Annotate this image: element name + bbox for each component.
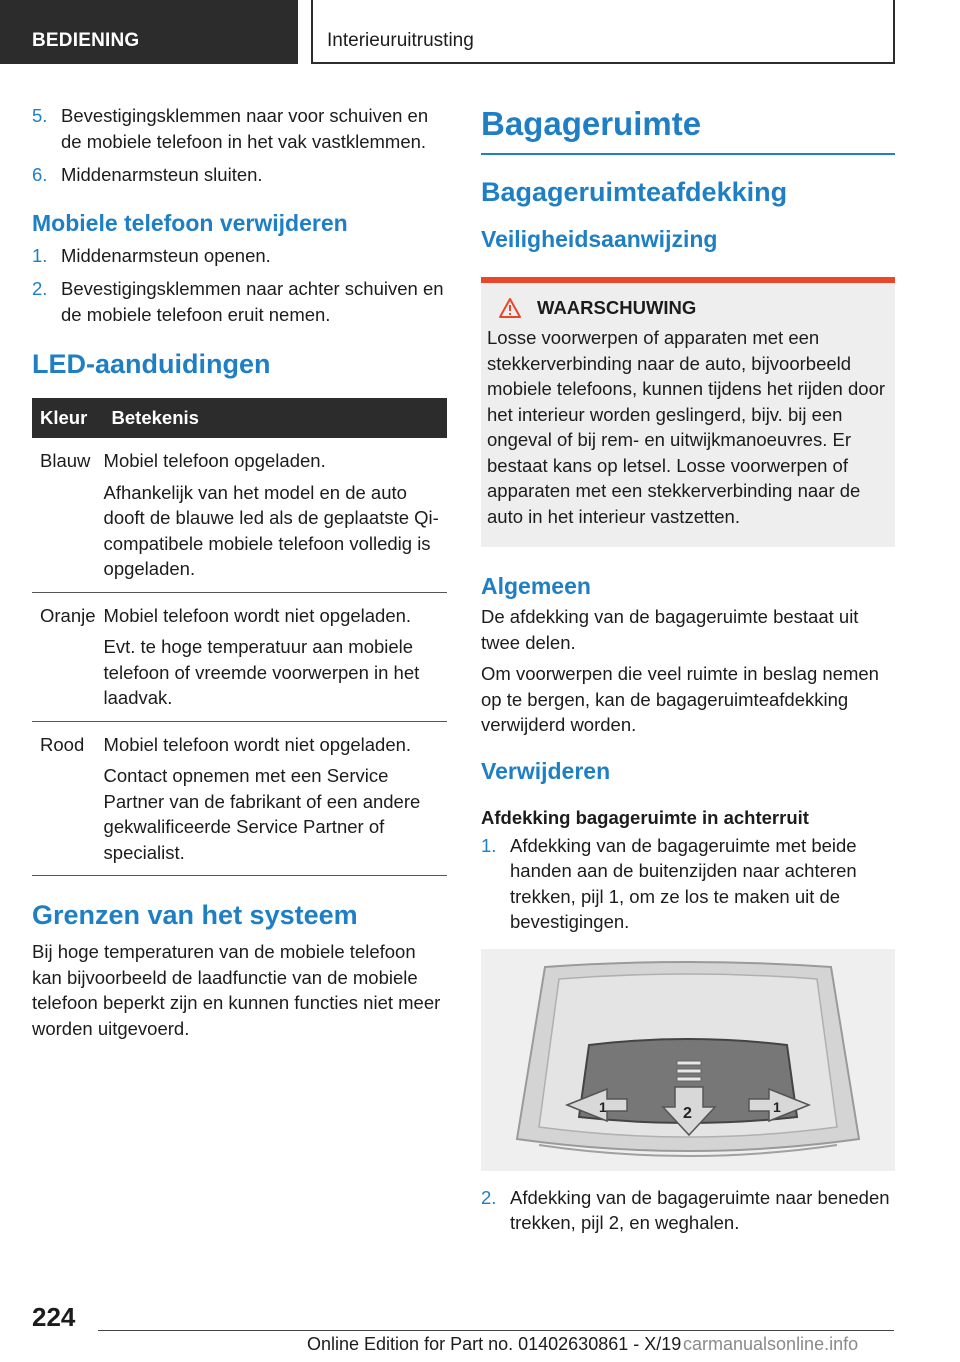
step-number: 1. — [481, 834, 497, 856]
led-meaning-line: Mobiel telefoon wordt niet opgeladen. — [103, 733, 412, 755]
step-text: Afdekking van de bagageruimte naar beneden trekken, pijl 2, en weghalen. — [510, 1186, 890, 1233]
general-paragraph-1: De afdekking van de bagageruimte bestaat uit twee delen. — [481, 606, 859, 653]
arrow-down-label: 2 — [683, 1104, 692, 1122]
footer-edition: Online Edition for Part no. 01402630861 - X/19 — [307, 1334, 682, 1354]
step-item — [32, 243, 447, 269]
step-text: Bevestigingsklemmen naar achter schuiven en de mobiele telefoon eruit nemen. — [61, 278, 444, 325]
left-column — [32, 103, 447, 1047]
safety-heading: Veiligheidsaanwijzing — [481, 226, 718, 252]
general-heading: Algemeen — [481, 573, 591, 599]
warning-text: Losse voorwerpen of apparaten met een stekkerverbinding naar de auto, bijvoorbeeld mobiele telefoons, kunnen tijdens het rijden door het interieur worden geslingerd, bijv. bij een ongeval of bij rem- en uitwijkmanoeuvres. Er bestaat kans op letsel. Losse voorwerpen of apparaten met een stekkerverbinding naar de auto in het interieur vastzetten. — [487, 327, 886, 527]
step-number: 2. — [481, 1186, 497, 1208]
column-header-meaning: Betekenis — [104, 398, 447, 438]
arrow-left-label: 1 — [599, 1098, 607, 1115]
led-meaning-cell — [104, 721, 447, 876]
step-text: Middenarmsteun sluiten. — [61, 164, 263, 185]
right-column — [481, 103, 895, 1236]
step-text: Middenarmsteun openen. — [61, 244, 271, 266]
step-text: Bevestigingsklemmen naar voor schuiven en de mobiele telefoon in het vak vastklemmen. — [61, 105, 429, 152]
header-chapter-label: Interieuruitrusting — [327, 30, 474, 51]
step-item — [481, 1185, 895, 1236]
step-text: Afdekking van de bagageruimte met beide handen aan de buitenzijden naar achteren trekken, pijl 1, om ze los te maken uit de bevestigingen. — [510, 834, 857, 932]
limits-text: Bij hoge temperaturen van de mobiele telefoon kan bijvoorbeeld de laadfunctie van de mobiele telefoon beperkt zijn en kunnen functies niet meer worden uitgevoerd. — [32, 941, 441, 1039]
trunk-drawing — [481, 949, 895, 1171]
arrow-right-label: 1 — [773, 1098, 781, 1115]
chapter-title: Bagageruimte — [481, 105, 895, 155]
table-row — [32, 592, 447, 721]
step-number: 5. — [32, 105, 48, 126]
header-section — [0, 0, 298, 64]
led-meaning-cell — [104, 438, 447, 592]
led-color-cell: Blauw — [32, 438, 104, 592]
step-item — [32, 162, 447, 188]
page-number: 224 — [32, 1302, 76, 1332]
led-color-cell: Oranje — [32, 592, 104, 721]
step-item — [32, 103, 447, 154]
led-meaning-line: Afhankelijk van het model en de auto dooft de blauwe led als de geplaatste Qi-compatibele mobiele telefoon volledig is opgeladen. — [103, 481, 439, 579]
limits-heading: Grenzen van het systeem — [32, 900, 358, 930]
luggage-cover-illustration — [481, 949, 895, 1171]
general-paragraph-2: Om voorwerpen die veel ruimte in beslag nemen op te bergen, kan de bagageruimteafdekking verwijderd worden. — [481, 663, 879, 735]
column-header-color: Kleur — [32, 398, 104, 438]
header-section-label: BEDIENING — [32, 30, 140, 51]
step-number: 6. — [32, 164, 48, 185]
step-item — [32, 276, 447, 327]
step-number: 2. — [32, 278, 48, 299]
watermark: carmanualsonline.info — [683, 1334, 859, 1354]
led-meaning-line: Evt. te hoge temperatuur aan mobiele telefoon of vreemde voorwerpen in het laadvak. — [103, 636, 420, 708]
table-header-row — [32, 398, 447, 438]
remove-cover-heading: Verwijderen — [481, 757, 611, 784]
footer-divider — [98, 1330, 894, 1331]
led-table — [32, 398, 447, 876]
table-row — [32, 721, 447, 876]
led-heading: LED-aanduidingen — [32, 349, 271, 379]
led-color-cell: Rood — [32, 721, 104, 876]
warning-box — [481, 277, 895, 547]
header-chapter — [311, 0, 895, 64]
warning-triangle-icon — [499, 298, 521, 318]
remove-cover-label: Afdekking bagageruimte in achterruit — [481, 806, 809, 828]
warning-title-text: WAARSCHUWING — [537, 297, 697, 318]
table-row — [32, 438, 447, 592]
led-meaning-cell — [104, 592, 447, 721]
section-title: Bagageruimteafdekking — [481, 177, 788, 207]
step-item — [481, 833, 895, 935]
led-meaning-line: Mobiel telefoon wordt niet opgeladen. — [103, 604, 412, 626]
step-number: 1. — [32, 244, 48, 266]
led-meaning-line: Mobiel telefoon opgeladen. — [103, 450, 326, 471]
remove-phone-heading: Mobiele telefoon verwijderen — [32, 209, 348, 236]
warning-title — [487, 297, 887, 319]
led-meaning-line: Contact opnemen met een Service Partner van de fabrikant of een andere gekwalificeerde Service Partner of specialist. — [103, 765, 421, 863]
